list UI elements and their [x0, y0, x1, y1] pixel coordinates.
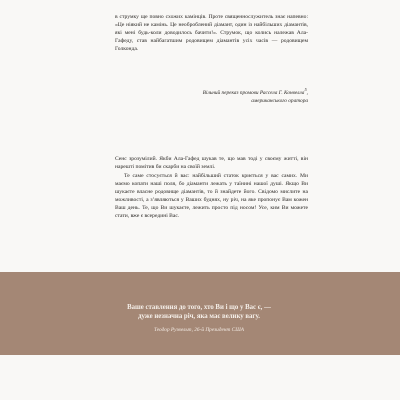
body-text — [115, 155, 308, 220]
quote-passage — [115, 13, 308, 53]
callout-quote — [104, 303, 294, 322]
attribution-line-1: Вільний переказ промови Рассела Г. Конвелла$^5$, — [202, 87, 308, 96]
body-paragraph-2: Те саме стосується й вас: найбільший статок криється у вас самих. Ми маємо копати наші поля, бо діаманти лежать у таїнині нашої душі. Якщо Ви шукаєте власне родовище діамантів, то й знайдете його. Свідомо мислите на можливості, а з’являються у Ваших буднях, ну річ, на яке пропонує Вам кожен Ваш день. Те, що Ви шукаєте, лежить просто під носом! Усе, ким Ви можете стати, вже є всередині Вас. — [115, 172, 308, 220]
body-paragraph-1: Сенс зрозумілий. Якби Ала-Гафед шукав те, що мав тоді у своєму житті, він нарешті помітив би скарби на своїй землі. — [115, 156, 308, 171]
quote-paragraph: в струмку ще повно схожих камінців. Проте священнослужитель знає напевно: «Це ніякий не камінь. Це необроблений діамант, один із найбільших діамантів, які мені будь-коли доводилось бачити!». Струмок, що колись належав Ала-Гафеду, став найбагатшим родовищем діамантів усіх часів — родовищем Голконда. — [115, 14, 308, 53]
quote-attribution — [158, 86, 308, 105]
attribution-line-2: американського оратора — [251, 97, 308, 104]
callout-quote-line-2: дуже незначна річ, яка має велику вагу. — [138, 313, 260, 321]
attribution-text: Вільний переказ промови Рассела Г. Конвелла — [202, 89, 305, 96]
attribution-superscript: 5 — [304, 87, 307, 92]
highlight-callout — [0, 272, 400, 355]
callout-quote-line-1: Ваше ставлення до того, хто Ви і що у Вас є, — — [127, 304, 271, 311]
callout-author: Теодор Рузвельт, 26-й Президент США — [154, 327, 244, 333]
